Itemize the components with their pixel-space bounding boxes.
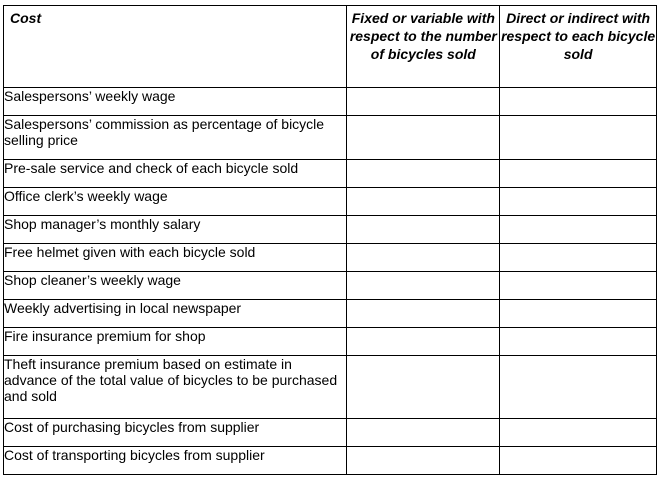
cost-label: Shop manager’s monthly salary xyxy=(4,216,201,232)
direct-indirect-answer-cell[interactable] xyxy=(500,328,657,356)
table-row xyxy=(4,300,657,328)
direct-indirect-answer-cell[interactable] xyxy=(500,88,657,116)
cost-cell xyxy=(4,328,347,356)
cost-label: Pre-sale service and check of each bicycle sold xyxy=(4,160,299,176)
header-row xyxy=(4,6,657,88)
cost-cell xyxy=(4,188,347,216)
cost-cell xyxy=(4,300,347,328)
cost-label: Free helmet given with each bicycle sold xyxy=(4,244,256,260)
direct-indirect-answer-cell[interactable] xyxy=(500,300,657,328)
fixed-variable-answer-cell[interactable] xyxy=(347,88,500,116)
fixed-variable-answer-cell[interactable] xyxy=(347,216,500,244)
fixed-variable-answer-cell[interactable] xyxy=(347,160,500,188)
direct-indirect-answer-cell[interactable] xyxy=(500,419,657,447)
table-row xyxy=(4,88,657,116)
cost-cell xyxy=(4,419,347,447)
table-row xyxy=(4,272,657,300)
direct-indirect-answer-cell[interactable] xyxy=(500,244,657,272)
cost-cell xyxy=(4,447,347,475)
cost-cell xyxy=(4,356,347,419)
table-row xyxy=(4,188,657,216)
cost-cell xyxy=(4,216,347,244)
cost-label: Salespersons’ commission as percentage of bicycle selling price xyxy=(4,116,325,148)
direct-indirect-answer-cell[interactable] xyxy=(500,356,657,419)
fixed-variable-answer-cell[interactable] xyxy=(347,356,500,419)
cost-cell xyxy=(4,116,347,160)
fixed-variable-answer-cell[interactable] xyxy=(347,244,500,272)
direct-indirect-answer-cell[interactable] xyxy=(500,188,657,216)
cost-label: Cost of purchasing bicycles from supplier xyxy=(4,419,260,435)
cost-cell xyxy=(4,272,347,300)
fixed-variable-answer-cell[interactable] xyxy=(347,272,500,300)
cost-label: Fire insurance premium for shop xyxy=(4,328,206,344)
cost-label: Salespersons’ weekly wage xyxy=(4,88,176,104)
direct-indirect-answer-cell[interactable] xyxy=(500,447,657,475)
table-row xyxy=(4,419,657,447)
header-direct-or-indirect: Direct or indirect with respect to each bicycle sold xyxy=(500,6,657,88)
table-row xyxy=(4,216,657,244)
cost-cell xyxy=(4,160,347,188)
cost-label: Shop cleaner’s weekly wage xyxy=(4,272,181,288)
fixed-variable-answer-cell[interactable] xyxy=(347,300,500,328)
direct-indirect-answer-cell[interactable] xyxy=(500,272,657,300)
cost-label: Office clerk’s weekly wage xyxy=(4,188,168,204)
table-row xyxy=(4,160,657,188)
direct-indirect-answer-cell[interactable] xyxy=(500,216,657,244)
header-cost: Cost xyxy=(4,6,347,88)
table-row xyxy=(4,328,657,356)
fixed-variable-answer-cell[interactable] xyxy=(347,419,500,447)
cost-label: Weekly advertising in local newspaper xyxy=(4,300,242,316)
fixed-variable-answer-cell[interactable] xyxy=(347,188,500,216)
table-row xyxy=(4,356,657,419)
table-row xyxy=(4,244,657,272)
table-row xyxy=(4,116,657,160)
fixed-variable-answer-cell[interactable] xyxy=(347,328,500,356)
table-row xyxy=(4,447,657,475)
cost-classification-table xyxy=(3,5,657,475)
cost-cell xyxy=(4,88,347,116)
direct-indirect-answer-cell[interactable] xyxy=(500,116,657,160)
direct-indirect-answer-cell[interactable] xyxy=(500,160,657,188)
cost-cell xyxy=(4,244,347,272)
cost-label: Theft insurance premium based on estimate in advance of the total value of bicycles to be purchased and sold xyxy=(4,356,338,404)
fixed-variable-answer-cell[interactable] xyxy=(347,447,500,475)
cost-label: Cost of transporting bicycles from supplier xyxy=(4,447,265,463)
fixed-variable-answer-cell[interactable] xyxy=(347,116,500,160)
header-fixed-or-variable: Fixed or variable with respect to the number of bicycles sold xyxy=(347,6,500,88)
